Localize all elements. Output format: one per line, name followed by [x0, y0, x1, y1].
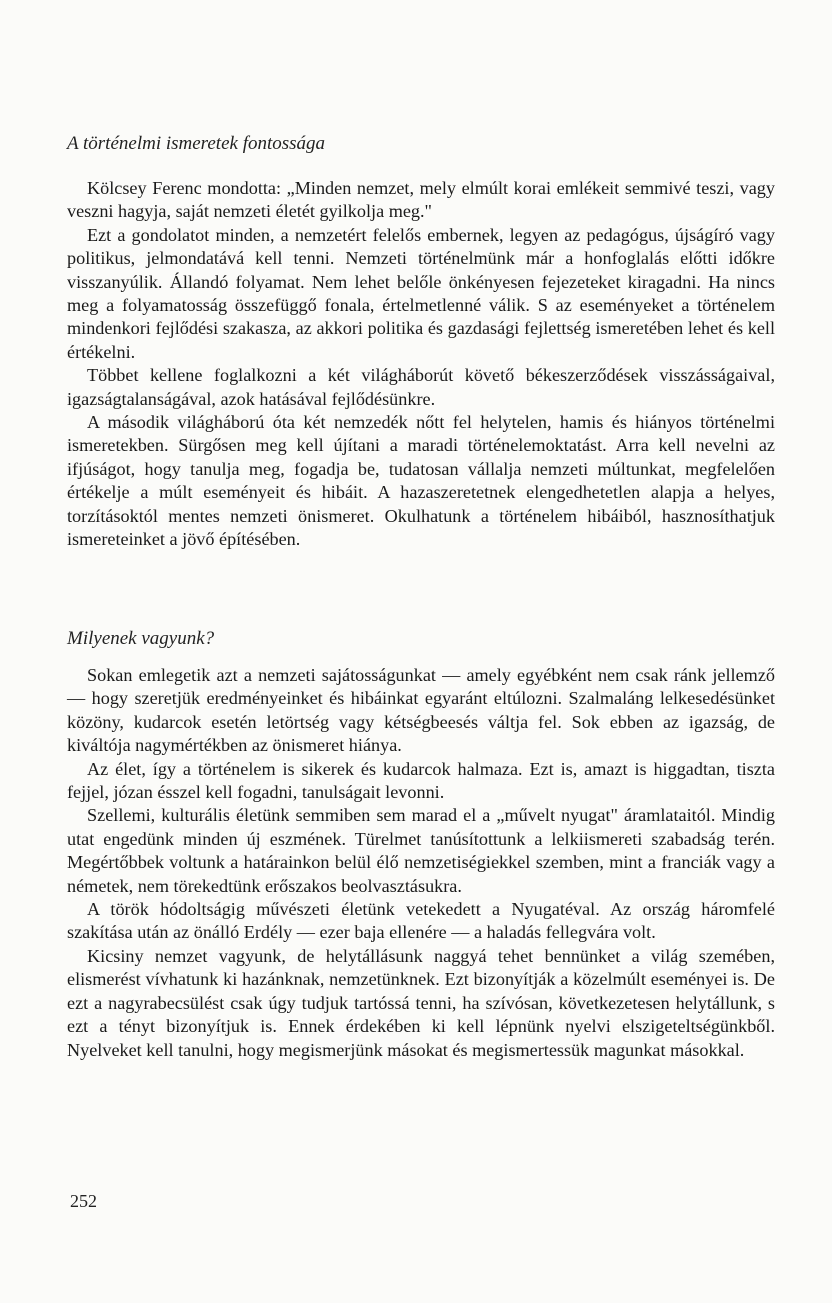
paragraph: Kicsiny nemzet vagyunk, de helytállásunk naggyá tehet bennünket a világ szemében, elismerést vívhatunk ki hazánknak, nemzetünknek. Ezt bizonyítják a közelmúlt eseményei is. De ezt a nagyrabecsülést csak úgy tudjuk tartóssá tenni, ha szívósan, következetesen helytállunk, s ezt a tényt bizonyítjuk is. Ennek érdekében ki kell lépnünk nyelvi elszigeteltségünkből. Nyelveket kell tanulni, hogy megismerjünk másokat és megismertessük magunkat másokkal.: [67, 945, 775, 1060]
paragraph: Szellemi, kulturális életünk semmiben sem marad el a „művelt nyugat" áramlataitól. Mindig utat engedünk minden új eszmének. Türelmet tanúsítottunk a lelkiismereti szabadság terén. Megértőbbek voltunk a határainkon belül élő nemzetiségiekkel szemben, mint a franciák vagy a németek, nem törekedtünk erőszakos beolvasztásukra.: [67, 805, 775, 896]
section-body-history: [67, 177, 775, 552]
paragraph: A török hódoltságig művészeti életünk vetekedett a Nyugatéval. Az ország háromfelé szakítása után az önálló Erdély — ezer baja ellenére — a haladás fellegvára volt.: [67, 899, 775, 943]
page-number: 252: [70, 1191, 97, 1211]
paragraph: A második világháború óta két nemzedék nőtt fel helytelen, hamis és hiányos történelmi ismeretekben. Sürgősen meg kell újítani a maradi történelemoktatást. Arra kell nevelni az ifjúságot, hogy tanulja meg, fogadja be, tudatosan vállalja nemzeti múltunkat, megfelelően értékelje a múlt eseményeit és hibáit. A hazaszeretetnek elengedhetetlen alapja a helyes, torzításoktól mentes nemzeti önismeret. Okulhatunk a történelem hibáiból, hasznosíthatjuk ismereteinket a jövő építésében.: [67, 412, 775, 550]
paragraph: Kölcsey Ferenc mondotta: „Minden nemzet, mely elmúlt korai emlékeit semmivé teszi, vagy veszni hagyja, saját nemzeti életét gyilkolja meg.": [67, 178, 775, 222]
paragraph: Sokan emlegetik azt a nemzeti sajátosságunkat — amely egyébként nem csak ránk jellemző — hogy szeretjük eredményeinket és hibáinkat egyaránt eltúlozni. Szalmaláng lelkesedésünket közöny, kudarcok esetén letörtség vagy kétségbeesés váltja fel. Sok ebben az igazság, de kiváltója nagymértékben az önismeret hiánya.: [67, 665, 775, 756]
paragraph: Többet kellene foglalkozni a két világháborút követő békeszerződések visszásságaival, igazságtalanságával, azok hatásával fejlődésünkre.: [67, 365, 775, 409]
section-heading-history: A történelmi ismeretek fontossága: [67, 133, 326, 154]
paragraph: Ezt a gondolatot minden, a nemzetért felelős embernek, legyen az pedagógus, újságíró vagy politikus, jelmondatává kell tenni. Nemzeti történelmünk már a honfoglalás előtti időkre visszanyúlik. Állandó folyamat. Nem lehet belőle önkényesen fejezeteket kiragadni. Ha nincs meg a folyamatosság összefüggő fonala, értelmetlenné válik. S az eseményeket a történelem mindenkori fejlődési szakasza, az akkori politika és gazdasági fejlettség ismeretében lehet és kell értékelni.: [67, 224, 775, 362]
section-heading-character: Milyenek vagyunk?: [67, 628, 215, 649]
section-body-character: [67, 664, 775, 1062]
paragraph: Az élet, így a történelem is sikerek és kudarcok halmaza. Ezt is, amazt is higgadtan, tiszta fejjel, józan ésszel kell fogadni, tanulságait levonni.: [67, 758, 775, 803]
